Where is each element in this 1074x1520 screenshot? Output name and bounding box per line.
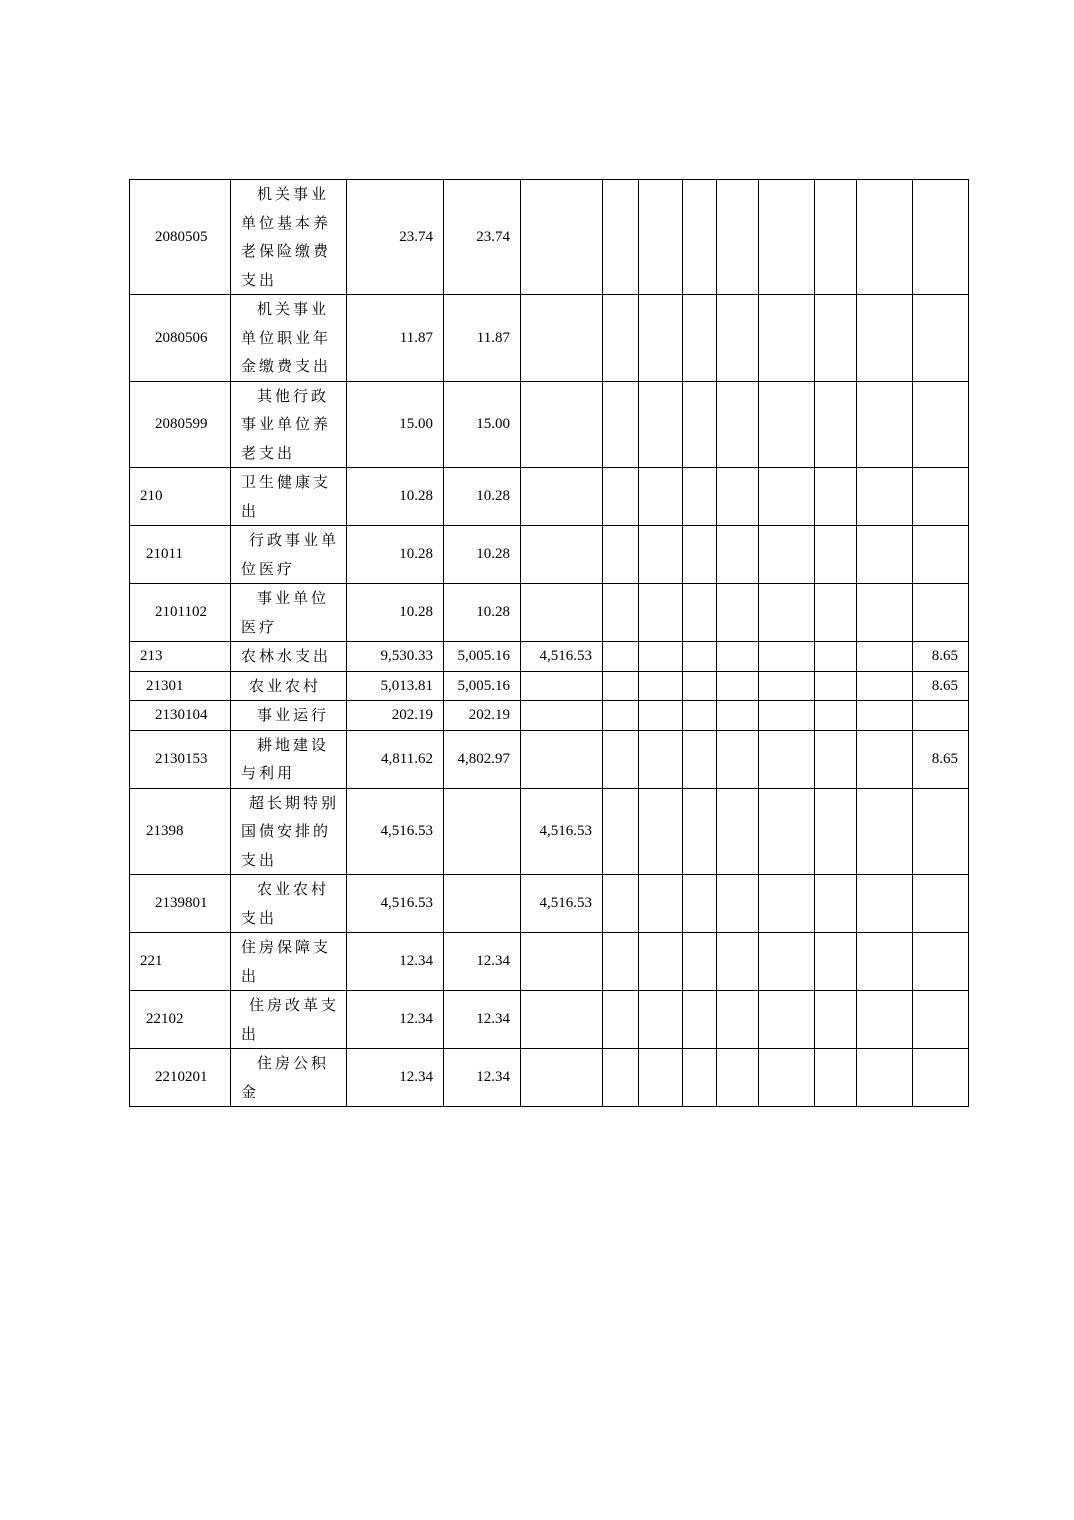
- amount-cell: [639, 468, 683, 526]
- amount-cell: [815, 1049, 857, 1107]
- amount-cell: [683, 526, 717, 584]
- amount-cell: [683, 875, 717, 933]
- amount-cell: [913, 991, 969, 1049]
- subject-name-text: 超长期特别国债安排的支出: [241, 793, 340, 869]
- amount-cell: 15.00: [347, 381, 444, 468]
- subject-name-cell: [231, 788, 347, 875]
- amount-cell: [759, 642, 815, 672]
- amount-cell: [717, 584, 759, 642]
- amount-cell: [603, 526, 639, 584]
- subject-code-cell: 2101102: [130, 584, 231, 642]
- subject-code-cell: 213: [130, 642, 231, 672]
- subject-name-cell: [231, 468, 347, 526]
- amount-cell: [857, 584, 913, 642]
- table-body: [130, 180, 969, 1107]
- amount-cell: 8.65: [913, 671, 969, 701]
- amount-cell: [913, 295, 969, 382]
- amount-cell: [603, 991, 639, 1049]
- amount-cell: [857, 991, 913, 1049]
- amount-cell: [857, 730, 913, 788]
- amount-cell: [639, 295, 683, 382]
- amount-cell: 4,516.53: [521, 788, 603, 875]
- amount-cell: [759, 584, 815, 642]
- amount-cell: [857, 671, 913, 701]
- amount-cell: [639, 933, 683, 991]
- amount-cell: [857, 701, 913, 731]
- amount-cell: [639, 180, 683, 295]
- table-row: [130, 526, 969, 584]
- amount-cell: 23.74: [444, 180, 521, 295]
- subject-name-cell: [231, 584, 347, 642]
- amount-cell: [759, 788, 815, 875]
- amount-cell: [857, 642, 913, 672]
- amount-cell: [521, 671, 603, 701]
- subject-code-cell: 2080599: [130, 381, 231, 468]
- subject-name-text: 机关事业单位基本养老保险缴费支出: [241, 185, 332, 289]
- amount-cell: 12.34: [444, 991, 521, 1049]
- table-row: [130, 468, 969, 526]
- amount-cell: [815, 730, 857, 788]
- amount-cell: [639, 1049, 683, 1107]
- amount-cell: [717, 1049, 759, 1107]
- amount-cell: [815, 671, 857, 701]
- amount-cell: 10.28: [444, 526, 521, 584]
- amount-cell: [717, 180, 759, 295]
- amount-cell: 12.34: [347, 933, 444, 991]
- amount-cell: [603, 788, 639, 875]
- amount-cell: [717, 933, 759, 991]
- table-row: [130, 788, 969, 875]
- subject-name-text: 事业运行: [257, 706, 330, 724]
- amount-cell: [603, 468, 639, 526]
- subject-code-cell: 21301: [130, 671, 231, 701]
- amount-cell: [444, 875, 521, 933]
- amount-cell: [857, 526, 913, 584]
- subject-code-cell: 2080505: [130, 180, 231, 295]
- amount-cell: [717, 295, 759, 382]
- table-row: [130, 584, 969, 642]
- amount-cell: [913, 933, 969, 991]
- amount-cell: [717, 875, 759, 933]
- subject-name-text: 农林水支出: [241, 647, 332, 665]
- amount-cell: [521, 933, 603, 991]
- amount-cell: [683, 671, 717, 701]
- amount-cell: 12.34: [347, 991, 444, 1049]
- table-row: [130, 875, 969, 933]
- amount-cell: [683, 468, 717, 526]
- amount-cell: [603, 730, 639, 788]
- amount-cell: 4,516.53: [521, 642, 603, 672]
- amount-cell: [639, 991, 683, 1049]
- amount-cell: 8.65: [913, 642, 969, 672]
- subject-code-cell: 2139801: [130, 875, 231, 933]
- amount-cell: [913, 875, 969, 933]
- amount-cell: [603, 671, 639, 701]
- table-row: [130, 671, 969, 701]
- subject-code-cell: 21398: [130, 788, 231, 875]
- amount-cell: [683, 295, 717, 382]
- table-row: [130, 295, 969, 382]
- amount-cell: [603, 933, 639, 991]
- subject-name-text: 行政事业单位医疗: [241, 531, 340, 578]
- amount-cell: [639, 701, 683, 731]
- subject-name-cell: [231, 701, 347, 731]
- amount-cell: 12.34: [444, 1049, 521, 1107]
- amount-cell: [759, 875, 815, 933]
- table-row: [130, 1049, 969, 1107]
- amount-cell: [815, 180, 857, 295]
- subject-name-text: 机关事业单位职业年金缴费支出: [241, 300, 332, 375]
- amount-cell: [683, 1049, 717, 1107]
- amount-cell: [759, 526, 815, 584]
- subject-code-cell: 22102: [130, 991, 231, 1049]
- amount-cell: [683, 788, 717, 875]
- amount-cell: [759, 701, 815, 731]
- amount-cell: [603, 295, 639, 382]
- amount-cell: 4,802.97: [444, 730, 521, 788]
- amount-cell: [857, 875, 913, 933]
- amount-cell: [913, 381, 969, 468]
- subject-name-text: 农业农村支出: [241, 880, 330, 927]
- amount-cell: [759, 1049, 815, 1107]
- amount-cell: [603, 642, 639, 672]
- subject-name-cell: [231, 295, 347, 382]
- amount-cell: [521, 701, 603, 731]
- amount-cell: 11.87: [444, 295, 521, 382]
- amount-cell: [639, 788, 683, 875]
- subject-name-cell: [231, 730, 347, 788]
- amount-cell: [815, 933, 857, 991]
- amount-cell: [717, 526, 759, 584]
- subject-name-text: 住房公积金: [241, 1054, 330, 1101]
- amount-cell: [521, 381, 603, 468]
- subject-name-cell: [231, 671, 347, 701]
- subject-name-text: 农业农村: [249, 676, 322, 695]
- amount-cell: [639, 875, 683, 933]
- amount-cell: [444, 788, 521, 875]
- amount-cell: [857, 295, 913, 382]
- amount-cell: [815, 584, 857, 642]
- amount-cell: [913, 701, 969, 731]
- amount-cell: [521, 295, 603, 382]
- amount-cell: [521, 180, 603, 295]
- subject-name-cell: [231, 875, 347, 933]
- amount-cell: [717, 381, 759, 468]
- amount-cell: [857, 788, 913, 875]
- amount-cell: [759, 180, 815, 295]
- amount-cell: [857, 180, 913, 295]
- amount-cell: [603, 381, 639, 468]
- amount-cell: [603, 875, 639, 933]
- table-row: [130, 642, 969, 672]
- amount-cell: [683, 991, 717, 1049]
- amount-cell: 10.28: [347, 468, 444, 526]
- amount-cell: 8.65: [913, 730, 969, 788]
- table-row: [130, 991, 969, 1049]
- amount-cell: [857, 468, 913, 526]
- amount-cell: [815, 468, 857, 526]
- amount-cell: [683, 180, 717, 295]
- amount-cell: [683, 701, 717, 731]
- amount-cell: [815, 642, 857, 672]
- amount-cell: [521, 468, 603, 526]
- amount-cell: [683, 642, 717, 672]
- amount-cell: [639, 526, 683, 584]
- amount-cell: [683, 730, 717, 788]
- amount-cell: [717, 991, 759, 1049]
- amount-cell: 4,516.53: [347, 788, 444, 875]
- subject-name-cell: [231, 933, 347, 991]
- budget-table: [129, 179, 969, 1107]
- subject-name-cell: [231, 991, 347, 1049]
- subject-name-cell: [231, 526, 347, 584]
- subject-name-text: 住房保障支出: [241, 938, 332, 985]
- subject-code-cell: 21011: [130, 526, 231, 584]
- amount-cell: 11.87: [347, 295, 444, 382]
- subject-code-cell: 221: [130, 933, 231, 991]
- amount-cell: 5,005.16: [444, 642, 521, 672]
- amount-cell: [603, 701, 639, 731]
- amount-cell: [683, 933, 717, 991]
- amount-cell: [815, 381, 857, 468]
- amount-cell: [639, 584, 683, 642]
- amount-cell: [815, 526, 857, 584]
- amount-cell: 10.28: [444, 468, 521, 526]
- amount-cell: [759, 671, 815, 701]
- table-row: [130, 730, 969, 788]
- amount-cell: [639, 381, 683, 468]
- amount-cell: [857, 381, 913, 468]
- amount-cell: 5,013.81: [347, 671, 444, 701]
- subject-name-cell: [231, 642, 347, 672]
- amount-cell: [639, 730, 683, 788]
- subject-name-cell: [231, 1049, 347, 1107]
- subject-code-cell: 210: [130, 468, 231, 526]
- amount-cell: 202.19: [444, 701, 521, 731]
- amount-cell: [857, 1049, 913, 1107]
- subject-code-cell: 2130153: [130, 730, 231, 788]
- amount-cell: [815, 295, 857, 382]
- table-row: [130, 180, 969, 295]
- table-row: [130, 701, 969, 731]
- table-row: [130, 933, 969, 991]
- amount-cell: [521, 526, 603, 584]
- subject-code-cell: 2130104: [130, 701, 231, 731]
- amount-cell: [913, 788, 969, 875]
- amount-cell: [521, 584, 603, 642]
- amount-cell: [521, 730, 603, 788]
- table-row: [130, 381, 969, 468]
- amount-cell: [815, 701, 857, 731]
- amount-cell: [759, 991, 815, 1049]
- amount-cell: [639, 642, 683, 672]
- amount-cell: 4,811.62: [347, 730, 444, 788]
- amount-cell: [683, 584, 717, 642]
- amount-cell: [857, 933, 913, 991]
- amount-cell: 4,516.53: [521, 875, 603, 933]
- amount-cell: 4,516.53: [347, 875, 444, 933]
- subject-name-text: 事业单位医疗: [241, 589, 330, 636]
- amount-cell: [603, 180, 639, 295]
- amount-cell: [717, 730, 759, 788]
- amount-cell: [603, 584, 639, 642]
- amount-cell: 12.34: [444, 933, 521, 991]
- amount-cell: [717, 788, 759, 875]
- subject-name-text: 住房改革支出: [241, 996, 340, 1043]
- amount-cell: 202.19: [347, 701, 444, 731]
- subject-code-cell: 2210201: [130, 1049, 231, 1107]
- amount-cell: [759, 933, 815, 991]
- amount-cell: [913, 526, 969, 584]
- amount-cell: [717, 671, 759, 701]
- amount-cell: [913, 180, 969, 295]
- amount-cell: [759, 381, 815, 468]
- amount-cell: [717, 701, 759, 731]
- amount-cell: 12.34: [347, 1049, 444, 1107]
- amount-cell: [815, 788, 857, 875]
- amount-cell: [521, 991, 603, 1049]
- amount-cell: 15.00: [444, 381, 521, 468]
- amount-cell: [759, 730, 815, 788]
- amount-cell: [603, 1049, 639, 1107]
- amount-cell: 5,005.16: [444, 671, 521, 701]
- amount-cell: 10.28: [347, 584, 444, 642]
- amount-cell: [717, 468, 759, 526]
- subject-name-cell: [231, 381, 347, 468]
- amount-cell: [913, 584, 969, 642]
- amount-cell: [815, 991, 857, 1049]
- subject-name-text: 耕地建设与利用: [241, 735, 330, 782]
- amount-cell: [717, 642, 759, 672]
- amount-cell: [759, 295, 815, 382]
- amount-cell: 9,530.33: [347, 642, 444, 672]
- amount-cell: [683, 381, 717, 468]
- subject-code-cell: 2080506: [130, 295, 231, 382]
- subject-name-text: 其他行政事业单位养老支出: [241, 386, 332, 462]
- amount-cell: 10.28: [444, 584, 521, 642]
- amount-cell: [759, 468, 815, 526]
- subject-name-cell: [231, 180, 347, 295]
- amount-cell: 10.28: [347, 526, 444, 584]
- amount-cell: [521, 1049, 603, 1107]
- amount-cell: [913, 1049, 969, 1107]
- amount-cell: 23.74: [347, 180, 444, 295]
- amount-cell: [815, 875, 857, 933]
- subject-name-text: 卫生健康支出: [241, 473, 332, 520]
- amount-cell: [913, 468, 969, 526]
- amount-cell: [639, 671, 683, 701]
